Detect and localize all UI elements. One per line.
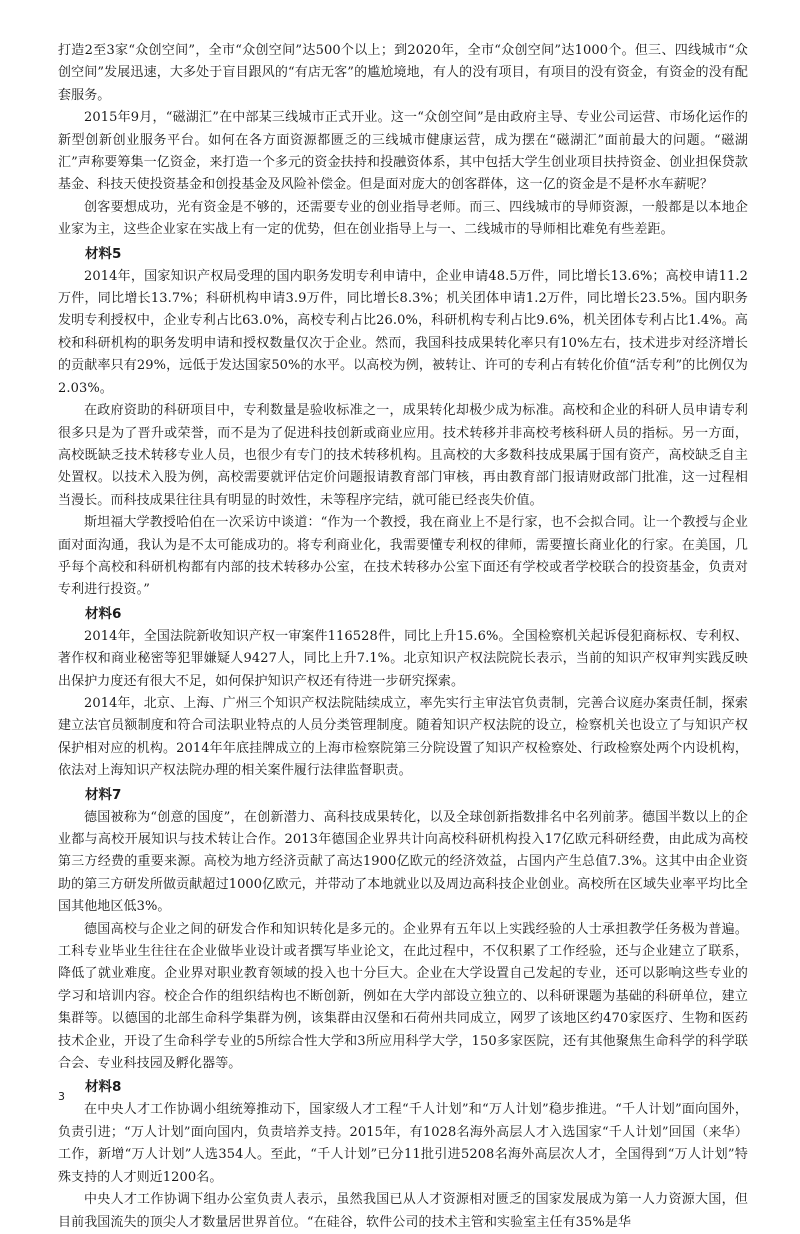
paragraph: 打造2至3家“众创空间”，全市“众创空间”达500个以上；到2020年，全市“众创空间”达1000个。但三、四线城市“众创空间”发展迅速，大多处于盲目跟风的“有店无客”的尴尬境地，有人的没有项目，有项目的没有资金，有资金的没有配套服务。	[58, 43, 748, 103]
paragraph: 2014年，北京、上海、广州三个知识产权法院陆续成立，率先实行主审法官负责制，完善合议庭办案责任制，探索建立法官员额制度和符合司法职业特点的人员分类管理制度。随着知识产权法院的设立，检察机关也设立了与知识产权保护相对应的机构。2014年年底挂牌成立的上海市检察院第三分院设置了知识产权检察处、行政检察处两个内设机构，依法对上海知识产权法院办理的相关案件履行法律监督职责。	[58, 695, 748, 779]
paragraph: 中央人才工作协调下组办公室负责人表示，虽然我国已从人才资源相对匮乏的国家发展成为第一人力资源大国，但目前我国流失的顶尖人才数量居世界首位。“在硅谷，软件公司的技术主管和实验室主任有35%是华	[58, 1192, 748, 1230]
section-heading: 材料7	[85, 786, 122, 803]
section-heading: 材料8	[85, 1079, 122, 1096]
paragraph: 2014年，全国法院新收知识产权一审案件116528件，同比上升15.6%。全国检察机关起诉侵犯商标权、专利权、著作权和商业秘密等犯罪嫌疑人9427人，同比上升7.1%。北京知识产权法院院长表示，当前的知识产权审判实践反映出保护力度还有很大不足，如何保护知识产权还有待进一步研究探索。	[58, 628, 748, 689]
section-heading: 材料5	[85, 245, 122, 262]
document-page	[58, 40, 748, 1234]
page-number: 3	[58, 1090, 65, 1103]
paragraph: 2014年，国家知识产权局受理的国内职务发明专利申请中，企业申请48.5万件，同比增长13.6%；高校申请11.2万件，同比增长13.7%；科研机构申请3.9万件，同比增长8.3%；机关团体申请1.2万件，同比增长23.5%。国内职务发明专利授权中，企业专利占比63.0%，高校专利占比26.0%，科研机构专利占比9.6%，机关团体专利占比1.4%。高校和科研机构的职务发明申请和授权数量仅次于企业。然而，我国科技成果转化率只有10%左右，技术进步对经济增长的贡献率只有29%，远低于发达国家50%的水平。以高校为例，被转让、许可的专利占有转化价值“活专利”的比例仅为2.03%。	[58, 268, 748, 396]
paragraph: 斯坦福大学教授哈伯在一次采访中谈道：“作为一个教授，我在商业上不是行家，也不会拟合同。让一个教授与企业面对面沟通，我认为是不太可能成功的。将专利商业化，我需要懂专利权的律师，需要擅长商业化的行家。在美国，几乎每个高校和科研机构都有内部的技术转移办公室，在技术转移办公室下面还有学校或者学校联合的投资基金，负责对专利进行投资。”	[58, 515, 748, 598]
paragraph: 2015年9月，“磁湖汇”在中部某三线城市正式开业。这一“众创空间”是由政府主导、专业公司运营、市场化运作的新型创新创业服务平台。如何在各方面资源都匮乏的三线城市健康运营，成为摆在“磁湖汇”面前最大的问题。“磁湖汇”声称要筹集一亿资金，来打造一个多元的资金扶持和投融资体系，其中包括大学生创业项目扶持资金、创业担保贷款基金、科技天使投资基金和创投基金及风险补偿金。但是面对庞大的创客群体，这一亿的资金是不是杯水车薪呢？	[58, 110, 748, 193]
paragraph: 德国高校与企业之间的研发合作和知识转化是多元的。企业界有五年以上实践经验的人士承担教学任务极为普遍。工科专业毕业生往往在企业做毕业设计或者撰写毕业论文，在此过程中，不仅积累了工作经验，还与企业建立了联系，降低了就业难度。企业界对职业教育领域的投入也十分巨大。企业在大学设置自己发起的专业，还可以影响这些专业的学习和培训内容。校企合作的组织结构也不断创新，例如在大学内部设立独立的、以科研课题为基础的科研单位，建立集群等。以德国的北部生命科学集群为例，该集群由汉堡和石荷州共同成立，网罗了该地区约470家医疗、生物和医药技术企业，开设了生命科学专业的5所综合性大学和3所应用科学大学，150多家医院，还有其他聚焦生命科学的科学联合会、专业科技园及孵化器等。	[58, 921, 748, 1072]
paragraph: 德国被称为“创意的国度”，在创新潜力、高科技成果转化，以及全球创新指数排名中名列前茅。德国半数以上的企业都与高校开展知识与技术转让合作。2013年德国企业界共计向高校科研机构投入17亿欧元科研经费，由此成为高校第三方经费的重要来源。高校为地方经济贡献了高达1900亿欧元的经济效益，占国内产生总值7.3%。这其中由企业资助的第三方研发所做贡献超过1000亿欧元，并带动了本地就业以及周边高科技企业创业。高校所在区域失业率平均比全国其他地区低3%。	[58, 809, 748, 915]
paragraph: 在政府资助的科研项目中，专利数量是验收标准之一，成果转化却极少成为标准。高校和企业的科研人员申请专利很多只是为了晋升或荣誉，而不是为了促进科技创新或商业应用。技术转移并非高校考核科研人员的指标。另一方面，高校既缺乏技术转移专业人员，也很少有专门的技术转移机构。且高校的大多数科技成果属于国有资产，高校缺乏自主处置权。以技术入股为例，高校需要就评估定价问题报请教育部门审核，再由教育部门报请财政部门批准，这一过程相当漫长。而科技成果往往具有明显的时效性，未等程序完结，就可能已经丧失价值。	[58, 403, 748, 508]
section-heading: 材料6	[85, 605, 122, 622]
paragraph: 在中央人才工作协调小组统筹推动下，国家级人才工程“千人计划”和“万人计划”稳步推进。“千人计划”面向国外，负责引进；“万人计划”面向国内，负责培养支持。2015年，有1028名海外高层人才入选国家“千人计划”回国（来华）工作，新增“万人计划”人选354人。至此，“千人计划”已分11批引进5208名海外高层次人才，全国得到“万人计划”特殊支持的人才则近1200名。	[58, 1102, 748, 1185]
paragraph: 创客要想成功，光有资金是不够的，还需要专业的创业指导老师。而三、四线城市的导师资源，一般都是以本地企业家为主，这些企业家在实战上有一定的优势，但在创业指导上与一、二线城市的导师相比难免有些差距。	[58, 199, 748, 238]
